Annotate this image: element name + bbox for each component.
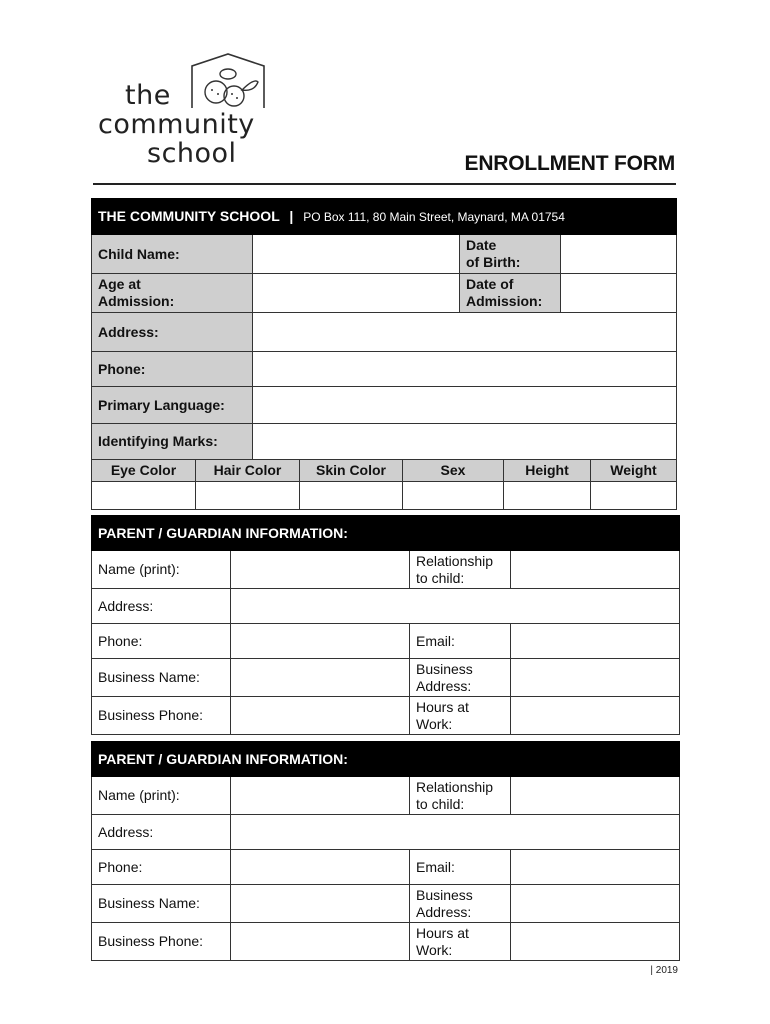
age-label xyxy=(92,274,253,313)
features-table xyxy=(91,459,677,510)
child-address-field[interactable] xyxy=(253,313,677,352)
guardian-1-relationship-line2: to child: xyxy=(416,569,465,586)
sex-label: Sex xyxy=(403,460,504,482)
guardian-1-hours-line1: Hours at xyxy=(416,698,469,715)
doa-label xyxy=(460,274,561,313)
form-title: ENROLLMENT FORM xyxy=(464,152,675,175)
child-name-label: Child Name: xyxy=(92,235,253,274)
guardian-1-relationship-field[interactable] xyxy=(511,551,680,589)
guardian-2-business-address-line2: Address: xyxy=(416,903,472,920)
school-address: PO Box 111, 80 Main Street, Maynard, MA 01754 xyxy=(303,209,565,224)
guardian-1-business-address-line2: Address: xyxy=(416,677,472,694)
guardian-1-business-name-field[interactable] xyxy=(231,659,410,697)
dob-label-line2: of Birth: xyxy=(466,254,521,270)
school-header xyxy=(92,199,677,235)
child-name-row xyxy=(92,235,677,274)
guardian-1-address-field[interactable] xyxy=(231,589,680,624)
dob-label xyxy=(460,235,561,274)
guardian-2-business-address-line1: Business xyxy=(416,886,473,903)
guardian-1-business-address-label xyxy=(410,659,511,697)
child-phone-field[interactable] xyxy=(253,352,677,387)
guardian-1-name-field[interactable] xyxy=(231,551,410,589)
guardian-2-business-name-label: Business Name: xyxy=(92,885,231,923)
guardian-2-email-label: Email: xyxy=(410,850,511,885)
guardian-1-email-field[interactable] xyxy=(511,624,680,659)
dob-field[interactable] xyxy=(561,235,677,274)
age-label-line2: Admission: xyxy=(98,293,175,309)
sex-field[interactable] xyxy=(403,482,504,510)
guardian-1-email-label: Email: xyxy=(410,624,511,659)
age-label-line1: Age at xyxy=(98,276,141,292)
guardian-2-name-field[interactable] xyxy=(231,777,410,815)
hair-color-field[interactable] xyxy=(196,482,300,510)
guardian-2-hours-field[interactable] xyxy=(511,923,680,961)
logo-word-community: community xyxy=(98,109,255,140)
height-label: Height xyxy=(504,460,591,482)
language-label: Primary Language: xyxy=(92,387,253,424)
height-field[interactable] xyxy=(504,482,591,510)
features-input-row xyxy=(92,482,677,510)
guardian-2-relationship-field[interactable] xyxy=(511,777,680,815)
guardian-1-business-phone-field[interactable] xyxy=(231,697,410,735)
guardian-2-address-label: Address: xyxy=(92,815,231,850)
doa-field[interactable] xyxy=(561,274,677,313)
guardian-1-address-row xyxy=(92,589,680,624)
guardian-2-name-label: Name (print): xyxy=(92,777,231,815)
skin-color-field[interactable] xyxy=(300,482,403,510)
child-name-field[interactable] xyxy=(253,235,460,274)
age-field[interactable] xyxy=(253,274,460,313)
guardian-2-phone-label: Phone: xyxy=(92,850,231,885)
guardian-1-business-address-line1: Business xyxy=(416,660,473,677)
guardian-1-hours-line2: Work: xyxy=(416,715,453,732)
guardian-2-header-row xyxy=(92,742,680,777)
guardian-1-relationship-label xyxy=(410,551,511,589)
marks-field[interactable] xyxy=(253,424,677,460)
guardian-2-phone-row xyxy=(92,850,680,885)
marks-row xyxy=(92,424,677,460)
guardian-2-email-field[interactable] xyxy=(511,850,680,885)
guardian-1-business-name-label: Business Name: xyxy=(92,659,231,697)
guardian-1-business-address-field[interactable] xyxy=(511,659,680,697)
guardian-2-business-address-label xyxy=(410,885,511,923)
house-fruit-logo-icon xyxy=(188,52,276,110)
guardian-2-business-phone-row xyxy=(92,923,680,961)
guardian-1-name-label: Name (print): xyxy=(92,551,231,589)
child-phone-label: Phone: xyxy=(92,352,253,387)
child-address-label: Address: xyxy=(92,313,253,352)
guardian-2-address-row xyxy=(92,815,680,850)
guardian-2-business-name-field[interactable] xyxy=(231,885,410,923)
guardian-1-phone-field[interactable] xyxy=(231,624,410,659)
child-header-row xyxy=(92,199,677,235)
guardian-2-hours-line2: Work: xyxy=(416,941,453,958)
skin-color-label: Skin Color xyxy=(300,460,403,482)
guardian-2-business-address-field[interactable] xyxy=(511,885,680,923)
guardian-table-1 xyxy=(91,515,680,735)
footer-year: | 2019 xyxy=(650,965,678,976)
guardian-1-heading: PARENT / GUARDIAN INFORMATION: xyxy=(92,516,680,551)
guardian-2-business-phone-label: Business Phone: xyxy=(92,923,231,961)
guardian-1-name-row xyxy=(92,551,680,589)
logo-word-the: the xyxy=(125,80,171,111)
age-row xyxy=(92,274,677,313)
guardian-2-heading: PARENT / GUARDIAN INFORMATION: xyxy=(92,742,680,777)
guardian-2-phone-field[interactable] xyxy=(231,850,410,885)
marks-label: Identifying Marks: xyxy=(92,424,253,460)
eye-color-field[interactable] xyxy=(92,482,196,510)
child-phone-row xyxy=(92,352,677,387)
guardian-1-hours-field[interactable] xyxy=(511,697,680,735)
guardian-table-2 xyxy=(91,741,680,961)
child-address-row xyxy=(92,313,677,352)
language-row xyxy=(92,387,677,424)
guardian-1-header-row xyxy=(92,516,680,551)
guardian-1-address-label: Address: xyxy=(92,589,231,624)
child-info-table xyxy=(91,198,677,460)
guardian-2-name-row xyxy=(92,777,680,815)
title-divider xyxy=(93,183,676,185)
eye-color-label: Eye Color xyxy=(92,460,196,482)
guardian-2-relationship-line2: to child: xyxy=(416,795,465,812)
guardian-2-hours-line1: Hours at xyxy=(416,924,469,941)
school-name: THE COMMUNITY SCHOOL xyxy=(98,207,280,224)
weight-field[interactable] xyxy=(591,482,677,510)
guardian-2-hours-label xyxy=(410,923,511,961)
logo-word-school: school xyxy=(147,138,237,169)
guardian-1-phone-label: Phone: xyxy=(92,624,231,659)
guardian-1-phone-row xyxy=(92,624,680,659)
doa-label-line1: Date of xyxy=(466,276,514,292)
hair-color-label: Hair Color xyxy=(196,460,300,482)
language-field[interactable] xyxy=(253,387,677,424)
dob-label-line1: Date xyxy=(466,237,497,253)
guardian-2-address-field[interactable] xyxy=(231,815,680,850)
doa-label-line2: Admission: xyxy=(466,293,543,309)
weight-label: Weight xyxy=(591,460,677,482)
guardian-1-business-phone-row xyxy=(92,697,680,735)
guardian-1-business-row xyxy=(92,659,680,697)
features-header-row xyxy=(92,460,677,482)
guardian-1-hours-label xyxy=(410,697,511,735)
school-logo xyxy=(96,52,286,172)
guardian-1-business-phone-label: Business Phone: xyxy=(92,697,231,735)
header-separator: | xyxy=(289,207,294,224)
guardian-2-relationship-line1: Relationship xyxy=(416,778,494,795)
guardian-2-business-row xyxy=(92,885,680,923)
guardian-1-relationship-line1: Relationship xyxy=(416,552,494,569)
guardian-2-relationship-label xyxy=(410,777,511,815)
guardian-2-business-phone-field[interactable] xyxy=(231,923,410,961)
